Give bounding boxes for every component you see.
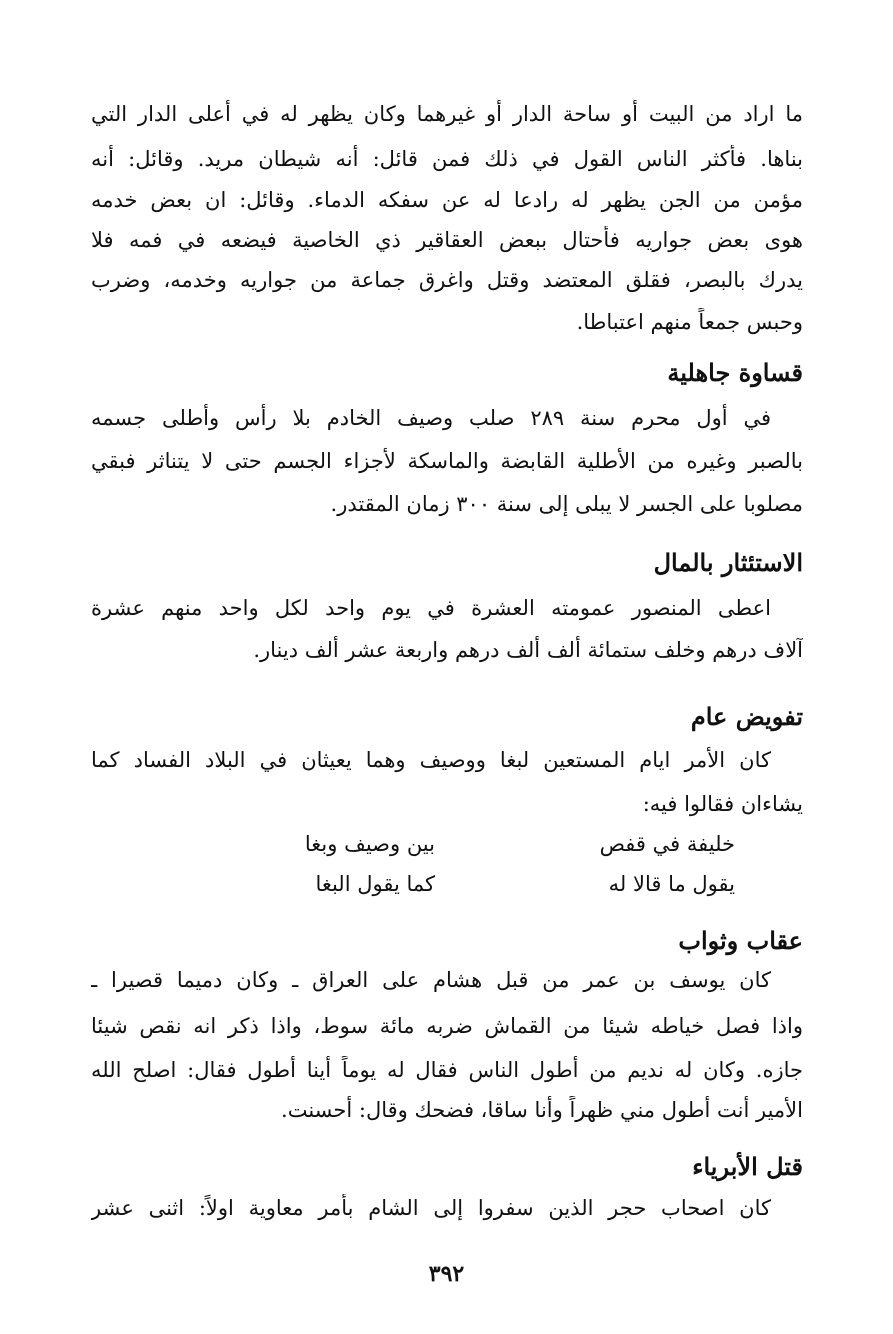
section-heading: الاستئثار بالمال [653,548,803,577]
verse-hemistich-second: كما يقول البغا [315,872,435,896]
section-heading: عقاب وثواب [678,926,803,955]
text-line: بناها. فأكثر الناس القول في ذلك فمن قائل: أنه شيطان مريد. وقائل: أنه [91,147,803,171]
text-line: كان اصحاب حجر الذين سفروا إلى الشام بأمر معاوية اولاً: اثنى عشر [91,1196,771,1220]
verse-hemistich-second: بين وصيف وبغا [304,832,435,856]
text-line: يشاءان فقالوا فيه: [642,792,803,816]
text-line: وحبس جمعاً منهم اعتباطا. [576,310,803,334]
text-line: بالصبر وغيره من الأطلية القابضة والماسكة لأجزاء الجسم حتى لا يتناثر فبقي [91,449,803,473]
text-line: في أول محرم سنة ٢٨٩ صلب وصيف الخادم بلا رأس وأطلى جسمه [91,406,771,430]
section-heading: قتل الأبرياء [692,1152,803,1181]
text-line: جازه. وكان له نديم من أطول الناس فقال له يوماً أينا أطول فقال: اصلح الله [91,1058,803,1082]
text-line: كان الأمر ايام المستعين لبغا ووصيف وهما يعيثان في البلاد الفساد كما [91,748,771,772]
verse-hemistich-first: خليفة في قفص [599,832,735,856]
text-line: اعطى المنصور عمومته العشرة في يوم واحد لكل واحد منهم عشرة [91,596,771,620]
section-heading: تفويض عام [690,702,803,731]
section-heading: قساوة جاهلية [667,358,803,387]
text-line: كان يوسف بن عمر من قبل هشام على العراق ـ وكان دميما قصيرا ـ [91,968,771,992]
text-line: ما اراد من البيت أو ساحة الدار أو غيرهما وكان يظهر له في أعلى الدار التي [91,102,803,126]
text-line: مصلوبا على الجسر لا يبلى إلى سنة ٣٠٠ زمان المقتدر. [330,492,803,516]
text-line: آلاف درهم وخلف ستمائة ألف ألف درهم واربعة عشر ألف دينار. [253,638,803,662]
text-line: يدرك بالبصر، فقلق المعتضد وقتل واغرق جماعة من جواريه وخدمه، وضرب [91,268,803,292]
text-line: واذا فصل خياطه شيئا من القماش ضربه مائة سوط، واذا ذكر انه نقص شيئا [91,1014,803,1038]
page-number: ٣٩٢ [428,1261,465,1287]
text-line: مؤمن من الجن يظهر له رادعا له عن سفكه الدماء. وقائل: ان بعض خدمه [91,188,803,212]
verse-hemistich-first: يقول ما قالا له [608,872,735,896]
text-line: هوى بعض جواريه فأحتال ببعض العقاقير ذي الخاصية فيضعه في فمه فلا [91,228,803,252]
text-line: الأمير أنت أطول مني ظهراً وأنا ساقا، فضحك وقال: أحسنت. [281,1098,803,1122]
